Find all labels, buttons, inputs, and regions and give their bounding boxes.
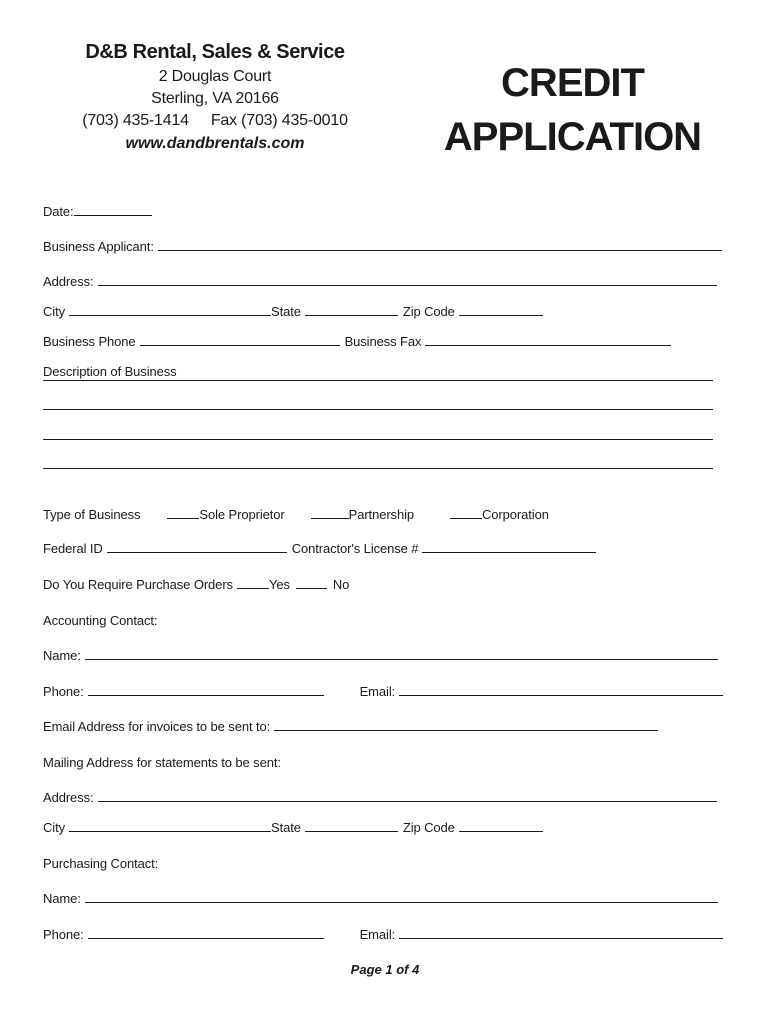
date-row: [43, 203, 152, 221]
accounting-phone-blank[interactable]: [88, 683, 324, 696]
business-applicant-row: [43, 238, 722, 256]
description-label: Description of Business: [43, 364, 177, 379]
mailing-zip-label: Zip Code: [402, 820, 455, 835]
state-blank[interactable]: [305, 303, 398, 316]
purchasing-contact-label: Purchasing Contact:: [43, 856, 159, 871]
email-invoices-row: [43, 718, 658, 736]
partnership-blank[interactable]: [311, 506, 349, 519]
accounting-phone-label: Phone:: [43, 684, 84, 699]
sole-proprietor-label: Sole Proprietor: [199, 507, 285, 522]
company-address-line1: 2 Douglas Court: [158, 68, 272, 85]
company-phone: (703) 435-1414: [82, 112, 189, 129]
company-fax: Fax (703) 435-0010: [210, 112, 348, 129]
purchasing-phone-blank[interactable]: [88, 926, 324, 939]
purchasing-name-label: Name:: [43, 891, 81, 906]
purchasing-phone-label: Phone:: [43, 927, 84, 942]
purchasing-name-blank[interactable]: [85, 890, 718, 903]
email-invoices-label: Email Address for invoices to be sent to:: [43, 719, 271, 734]
address-blank[interactable]: [98, 273, 717, 286]
contractor-license-blank[interactable]: [422, 540, 596, 553]
description-line-4[interactable]: [43, 468, 713, 469]
zip-blank[interactable]: [459, 303, 543, 316]
type-of-business-label: Type of Business: [43, 507, 141, 522]
city-state-zip-row: [43, 303, 543, 321]
address-label: Address:: [43, 274, 94, 289]
purchasing-email-blank[interactable]: [399, 926, 723, 939]
page-number: Page 1 of 4: [350, 962, 420, 977]
city-blank[interactable]: [69, 303, 271, 316]
mailing-zip-blank[interactable]: [459, 819, 543, 832]
accounting-name-label: Name:: [43, 648, 81, 663]
purchasing-contact-heading-row: [43, 855, 158, 873]
accounting-name-row: [43, 647, 718, 665]
date-label: Date:: [43, 204, 74, 219]
purchase-orders-label: Do You Require Purchase Orders: [43, 577, 233, 592]
company-contact-line: [60, 110, 370, 132]
mailing-city-state-zip-row: [43, 819, 543, 837]
purchasing-email-label: Email:: [359, 927, 396, 942]
corporation-label: Corporation: [482, 507, 549, 522]
purchasing-phone-email-row: [43, 926, 723, 944]
purchase-orders-row: [43, 576, 349, 594]
mailing-address-row: [43, 789, 717, 807]
mailing-state-blank[interactable]: [305, 819, 398, 832]
date-blank[interactable]: [74, 203, 152, 216]
address-row: [43, 273, 717, 291]
description-line-1[interactable]: [43, 380, 713, 381]
company-header: [60, 38, 370, 156]
document-title: [440, 56, 705, 164]
accounting-name-blank[interactable]: [85, 647, 718, 660]
business-phone-blank[interactable]: [140, 333, 340, 346]
federal-id-blank[interactable]: [107, 540, 287, 553]
business-phone-label: Business Phone: [43, 334, 136, 349]
business-fax-blank[interactable]: [425, 333, 671, 346]
purchase-orders-no-blank[interactable]: [296, 576, 327, 589]
accounting-contact-heading-row: [43, 612, 157, 630]
mailing-city-blank[interactable]: [69, 819, 271, 832]
accounting-email-label: Email:: [359, 684, 396, 699]
federal-id-row: [43, 540, 596, 558]
purchasing-name-row: [43, 890, 718, 908]
business-phone-fax-row: [43, 333, 671, 351]
purchase-orders-yes-blank[interactable]: [237, 576, 269, 589]
accounting-contact-label: Accounting Contact:: [43, 613, 158, 628]
business-fax-label: Business Fax: [344, 334, 422, 349]
business-applicant-label: Business Applicant:: [43, 239, 154, 254]
title-line1: CREDIT: [501, 61, 644, 105]
email-invoices-blank[interactable]: [274, 718, 658, 731]
federal-id-label: Federal ID: [43, 541, 103, 556]
contractor-license-label: Contractor's License #: [291, 541, 419, 556]
mailing-address-heading-row: [43, 754, 281, 772]
description-line-3[interactable]: [43, 439, 713, 440]
purchase-orders-no-label: No: [332, 577, 350, 592]
city-label: City: [43, 304, 65, 319]
mailing-address-blank[interactable]: [98, 789, 717, 802]
company-address-line2: Sterling, VA 20166: [151, 90, 279, 107]
mailing-address-field-label: Address:: [43, 790, 94, 805]
purchase-orders-yes-label: Yes: [268, 577, 290, 592]
sole-proprietor-blank[interactable]: [167, 506, 199, 519]
partnership-label: Partnership: [348, 507, 415, 522]
business-applicant-blank[interactable]: [158, 238, 722, 251]
accounting-email-blank[interactable]: [399, 683, 723, 696]
company-website: www.dandbrentals.com: [125, 135, 305, 152]
mailing-state-label: State: [271, 820, 301, 835]
company-name: D&B Rental, Sales & Service: [85, 41, 345, 63]
title-line2: APPLICATION: [443, 115, 702, 159]
state-label: State: [271, 304, 301, 319]
accounting-phone-email-row: [43, 683, 723, 701]
description-row: [43, 363, 177, 381]
description-line-2[interactable]: [43, 409, 713, 410]
corporation-blank[interactable]: [450, 506, 482, 519]
mailing-address-label: Mailing Address for statements to be sent:: [43, 755, 281, 770]
mailing-city-label: City: [43, 820, 65, 835]
zip-label: Zip Code: [402, 304, 455, 319]
type-of-business-row: [43, 506, 549, 524]
